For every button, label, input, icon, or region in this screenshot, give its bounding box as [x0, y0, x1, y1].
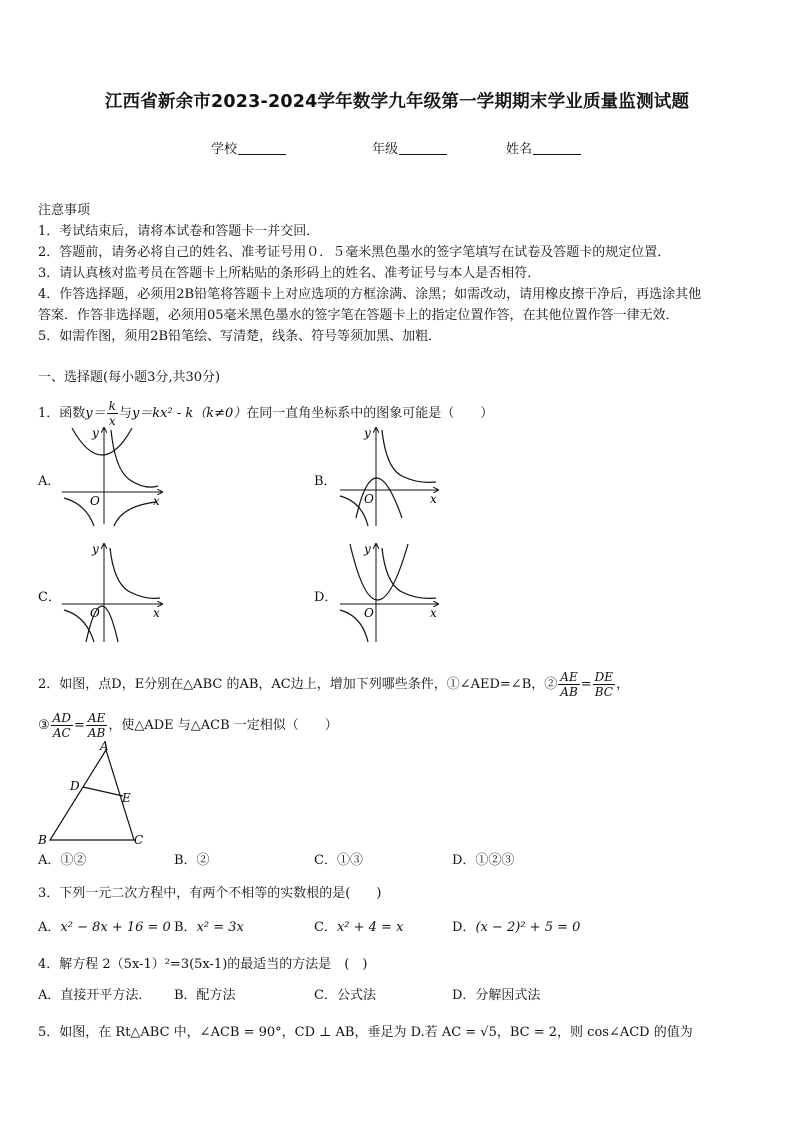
- option-expr: x² = 3x: [196, 920, 244, 935]
- frac-den: BC: [594, 685, 613, 699]
- name-underline: [533, 141, 581, 155]
- q2-c2-frac2: [593, 670, 615, 699]
- q2-c2-frac1: [558, 670, 579, 699]
- graph-b: [336, 422, 444, 528]
- frac-den: AB: [560, 685, 578, 699]
- q2-line1-prefix: 2．如图，点D，E分别在△ABC 的AB，AC边上，增加下列哪些条件，①∠AED=∠B，: [38, 677, 545, 692]
- notice-item: 5．如需作图，须用2B铅笔绘、写清楚，线条、符号等须加黑、加粗．: [38, 329, 442, 344]
- notice-item: 3．请认真核对监考员在答题卡上所粘贴的条形码上的姓名、准考证号与本人是否相符．: [38, 266, 541, 281]
- q3-option-c[interactable]: [314, 919, 403, 937]
- q3-option-b[interactable]: [174, 919, 244, 937]
- name-field[interactable]: [506, 141, 581, 159]
- notice-heading: 注意事项: [38, 203, 91, 218]
- frac-num: AE: [86, 711, 107, 726]
- axis-y-label: y: [92, 542, 99, 556]
- grade-underline: [399, 141, 447, 155]
- q2-option-c[interactable]: C．①③: [314, 853, 363, 868]
- q2-condition-2-marker: ②: [544, 677, 558, 692]
- grade-field[interactable]: [372, 141, 447, 159]
- school-field[interactable]: [211, 141, 286, 159]
- graph-a: [58, 422, 170, 528]
- axis-y-label: y: [364, 542, 371, 556]
- comma: ，: [616, 677, 630, 692]
- question-3-stem: 3．下列一元二次方程中，有两个不相等的实数根的是( ): [38, 886, 382, 901]
- q2-condition-3-marker: ③: [38, 718, 50, 733]
- q1-option-d[interactable]: D．: [314, 590, 338, 605]
- origin-label: O: [364, 492, 374, 506]
- q2-line2-suffix: ，使△ADE 与△ACB 一定相似（ ）: [108, 718, 338, 733]
- notice-item: 答案．作答非选择题，必须用05毫米黑色墨水的签字笔在答题卡上的指定位置作答，在其他位置作答一律无效．: [38, 308, 679, 323]
- q3-option-a[interactable]: [38, 919, 171, 937]
- notice-item: 2．答题前，请务必将自己的姓名、准考证号用０．５毫米黑色墨水的签字笔填写在试卷及答题卡的规定位置．: [38, 245, 671, 260]
- q1-y-eq: y＝: [85, 406, 106, 421]
- frac-den: AB: [87, 726, 106, 740]
- page-title: 江西省新余市2023-2024学年数学九年级第一学期期末学业质量监测试题: [104, 92, 690, 112]
- triangle-figure: [34, 740, 154, 848]
- q1-suffix: 在同一直角坐标系中的图象可能是（ ）: [246, 406, 494, 421]
- section-heading: 一、选择题(每小题3分,共30分): [38, 370, 221, 385]
- question-2-stem-line2: [38, 711, 338, 740]
- frac-num: DE: [594, 670, 614, 684]
- q1-option-a[interactable]: A．: [38, 474, 61, 489]
- frac-num: AE: [558, 670, 579, 685]
- q1-mid: 与: [118, 406, 132, 421]
- q2-c3-frac2: [86, 711, 107, 740]
- equals-sign: =: [73, 718, 85, 733]
- q2-c3-frac1: [51, 711, 73, 740]
- option-expr: x² + 4 = x: [336, 920, 404, 935]
- grade-label: 年级: [372, 142, 399, 157]
- school-label: 学校: [211, 142, 238, 157]
- option-expr: x² − 8x + 16 = 0: [60, 920, 171, 935]
- axis-y-label: y: [92, 426, 99, 440]
- q4-option-d[interactable]: D．分解因式法: [452, 988, 541, 1003]
- option-label: C．: [314, 920, 337, 935]
- graph-c: [58, 538, 170, 644]
- vertex-c-label: C: [134, 833, 144, 847]
- question-5-stem: 5．如图，在 Rt△ABC 中，∠ACB = 90°，CD ⊥ AB，垂足为 D.若 AC = √5，BC = 2，则 cos∠ACD 的值为: [38, 1025, 693, 1040]
- vertex-b-label: B: [38, 833, 47, 847]
- school-underline: [238, 141, 286, 155]
- option-label: A．: [38, 920, 61, 935]
- question-4-stem: 4．解方程 2（5x-1）²=3(5x-1)的最适当的方法是 ( ): [38, 957, 368, 972]
- frac-den: AC: [52, 726, 71, 740]
- q1-prefix: 1．函数: [38, 406, 86, 421]
- option-expr: (x − 2)² + 5 = 0: [475, 920, 581, 935]
- vertex-a-label: A: [100, 740, 109, 753]
- q1-option-c[interactable]: C．: [38, 590, 61, 605]
- origin-label: O: [364, 606, 374, 620]
- graph-d: [336, 538, 444, 644]
- axis-x-label: x: [430, 606, 437, 620]
- q1-frac-den: x: [108, 414, 116, 428]
- q1-frac-num: k: [108, 399, 116, 413]
- q4-option-a[interactable]: A．直接开平方法．: [38, 988, 152, 1003]
- notice-item: 4．作答选择题，必须用2B铅笔将答题卡上对应选项的方框涂满、涂黑；如需改动，请用橡皮擦干净后，再选涂其他: [38, 287, 702, 302]
- q3-option-d[interactable]: [452, 919, 580, 937]
- origin-label: O: [90, 494, 100, 508]
- q4-option-c[interactable]: C．公式法: [314, 988, 376, 1003]
- q2-option-b[interactable]: B．②: [174, 853, 210, 868]
- q1-expr: y＝kx² - k（k≠0）: [131, 406, 247, 421]
- notice-item: 1．考试结束后，请将本试卷和答题卡一并交回．: [38, 224, 320, 239]
- axis-x-label: x: [153, 606, 160, 620]
- name-label: 姓名: [506, 142, 533, 157]
- axis-x-label: x: [153, 494, 160, 508]
- equals-sign: =: [580, 677, 592, 692]
- q2-option-a[interactable]: A．①②: [38, 853, 87, 868]
- origin-label: O: [90, 606, 100, 620]
- question-2-stem-line1: [38, 670, 629, 699]
- point-d-label: D: [70, 779, 80, 793]
- option-label: D．: [452, 920, 476, 935]
- frac-num: AD: [52, 711, 71, 725]
- axis-y-label: y: [364, 426, 371, 440]
- axis-x-label: x: [430, 492, 437, 506]
- q2-option-d[interactable]: D．①②③: [452, 853, 515, 868]
- point-e-label: E: [122, 791, 131, 805]
- q4-option-b[interactable]: B．配方法: [174, 988, 236, 1003]
- option-label: B．: [174, 920, 197, 935]
- q1-option-b[interactable]: B．: [314, 474, 337, 489]
